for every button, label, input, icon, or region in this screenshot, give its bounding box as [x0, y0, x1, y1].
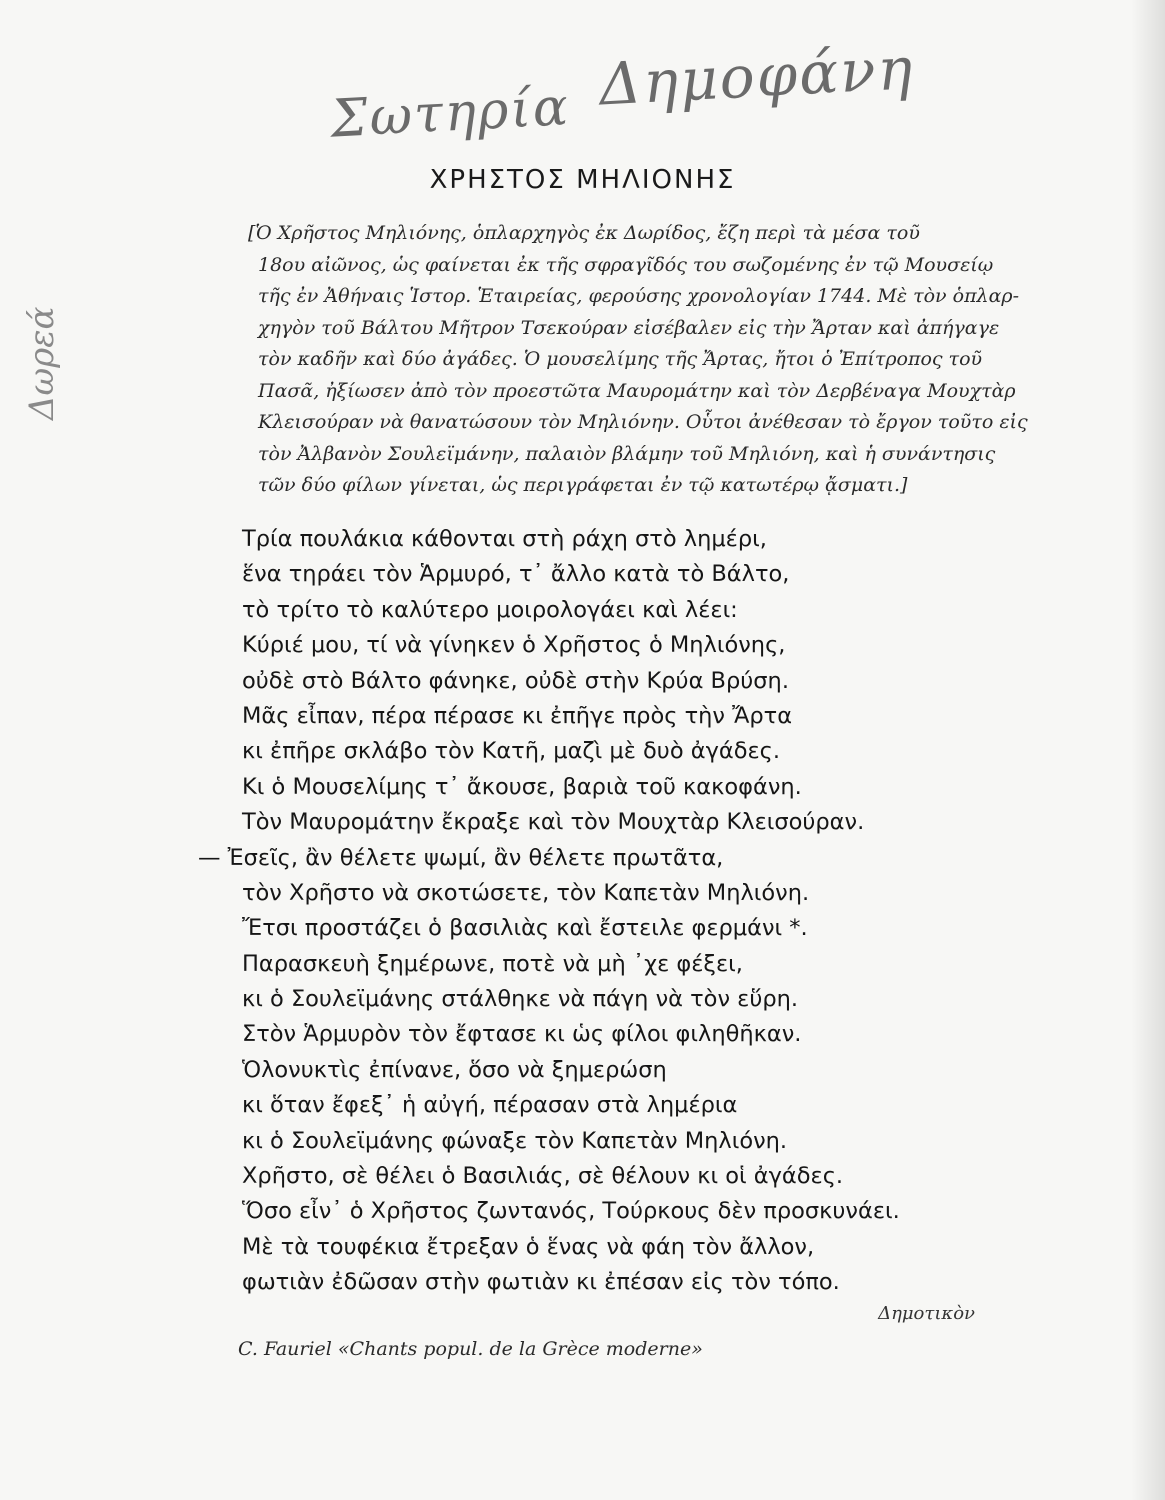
page-edge-shadow — [1131, 0, 1165, 1500]
poem-body — [198, 522, 1058, 1301]
page-title: ΧΡΗΣΤΟΣ ΜΗΛΙΟΝΗΣ — [429, 165, 736, 195]
intro-line: χηγὸν τοῦ Βάλτου Μῆτρον Τσεκούραν εἰσέβαλεν εἰς τὴν Ἄρταν καὶ ἀπήγαγε — [258, 316, 1000, 339]
intro-paragraph — [248, 218, 1048, 502]
intro-line: 18ου αἰῶνος, ὡς φαίνεται ἐκ τῆς σφραγῖδός του σωζομένης ἐν τῷ Μουσείῳ — [258, 253, 994, 276]
intro-line: τῆς ἐν Ἀθήναις Ἱστορ. Ἑταιρείας, φερούσης χρονολογίαν 1744. Μὲ τὸν ὁπλαρ- — [258, 285, 1020, 307]
poem-line: κι ὁ Σουλεϊμάνης φώναξε τὸν Καπετὰν Μηλιόνη. — [242, 1127, 788, 1154]
intro-line: Πασᾶ, ἠξίωσεν ἀπὸ τὸν προεστῶτα Μαυρομάτην καὶ τὸν Δερβέναγα Μουχτὰρ — [258, 379, 1016, 402]
poem-line: Παρασκευὴ ξημέρωνε, ποτὲ νὰ μὴ ᾿χε φέξει, — [242, 950, 743, 977]
poem-line: Χρῆστο, σὲ θέλει ὁ Βασιλιάς, σὲ θέλουν κι οἱ ἀγάδες. — [242, 1163, 844, 1190]
poem-line: Κι ὁ Μουσελίμης τ᾽ ἄκουσε, βαριὰ τοῦ κακοφάνη. — [242, 773, 802, 800]
intro-line: τὸν καδῆν καὶ δύο ἀγάδες. Ὁ μουσελίμης τῆς Ἄρτας, ἤτοι ὁ Ἐπίτροπος τοῦ — [258, 348, 983, 370]
poem-line: Ἔτσι προστάζει ὁ βασιλιὰς καὶ ἔστειλε φερμάνι *. — [242, 915, 808, 942]
poem-line: Μᾶς εἶπαν, πέρα πέρασε κι ἐπῆγε πρὸς τὴν Ἄρτα — [242, 702, 793, 729]
poem-line: Κύριέ μου, τί νὰ γίνηκεν ὁ Χρῆστος ὁ Μηλιόνης, — [242, 632, 786, 659]
poem-line: Ὅσο εἶν᾽ ὁ Χρῆστος ζωντανός, Τούρκους δὲν προσκυνάει. — [242, 1198, 900, 1225]
poem-line: κι ἐπῆρε σκλάβο τὸν Κατῆ, μαζὶ μὲ δυὸ ἀγάδες. — [242, 738, 781, 765]
poem-line: τὸ τρίτο τὸ καλύτερο μοιρολογάει καὶ λέει: — [242, 596, 738, 623]
handwritten-word-2: Δημοφάνη — [597, 34, 916, 119]
source-label: Δημοτικὸν — [878, 1303, 975, 1324]
poem-line: Μὲ τὰ τουφέκια ἔτρεξαν ὁ ἕνας νὰ φάη τὸν ἄλλον, — [242, 1233, 815, 1260]
poem-line: Ὁλονυκτὶς ἐπίνανε, ὅσο νὰ ξημερώση — [242, 1056, 667, 1083]
intro-line: τὸν Ἀλβανὸν Σουλεϊμάνην, παλαιὸν βλάμην τοῦ Μηλιόνη, καὶ ἡ συνάντησις — [258, 442, 996, 465]
citation: C. Fauriel «Chants popul. de la Grèce moderne» — [238, 1338, 703, 1360]
poem-line: Στὸν Ἁρμυρὸν τὸν ἔφτασε κι ὡς φίλοι φιληθῆκαν. — [242, 1021, 802, 1048]
poem-line: οὐδὲ στὸ Βάλτο φάνηκε, οὐδὲ στὴν Κρύα Βρύση. — [242, 667, 789, 694]
poem-line: φωτιὰν ἐδῶσαν στὴν φωτιὰν κι ἐπέσαν εἰς τὸν τόπο. — [242, 1269, 840, 1296]
intro-line: Κλεισούραν νὰ θανατώσουν τὸν Μηλιόνην. Οὗτοι ἀνέθεσαν τὸ ἔργον τοῦτο εἰς — [258, 411, 1028, 433]
margin-handwritten-note — [12, 110, 72, 430]
poem-line: τὸν Χρῆστο νὰ σκοτώσετε, τὸν Καπετὰν Μηλιόνη. — [242, 879, 810, 906]
intro-line: τῶν δύο φίλων γίνεται, ὡς περιγράφεται ἐν τῷ κατωτέρῳ ᾄσματι.] — [258, 474, 908, 496]
intro-line: [Ὁ Χρῆστος Μηλιόνης, ὁπλαρχηγὸς ἐκ Δωρίδος, ἔζη περὶ τὰ μέσα τοῦ — [248, 222, 920, 244]
poem-line: Τὸν Μαυρομάτην ἔκραξε καὶ τὸν Μουχτὰρ Κλεισούραν. — [242, 809, 865, 836]
handwritten-word-1: Σωτηρία — [329, 77, 572, 150]
poem-line: κι ὅταν ἔφεξ᾽ ἡ αὐγή, πέρασαν στὰ λημέρια — [242, 1092, 738, 1119]
poem-line: ἕνα τηράει τὸν Ἁρμυρό, τ᾽ ἄλλο κατὰ τὸ Βάλτο, — [242, 561, 790, 588]
poem-line: Τρία πουλάκια κάθονται στὴ ράχη στὸ λημέρι, — [242, 526, 767, 552]
poem-line: κι ὁ Σουλεϊμάνης στάλθηκε νὰ πάγη νὰ τὸν εὕρη. — [242, 986, 799, 1013]
poem-line: — Ἐσεῖς, ἂν θέλετε ψωμί, ἂν θέλετε πρωτᾶτα, — [198, 844, 724, 871]
handwritten-dedication — [327, 15, 916, 174]
margin-note-text: Δωρεά — [22, 306, 62, 420]
